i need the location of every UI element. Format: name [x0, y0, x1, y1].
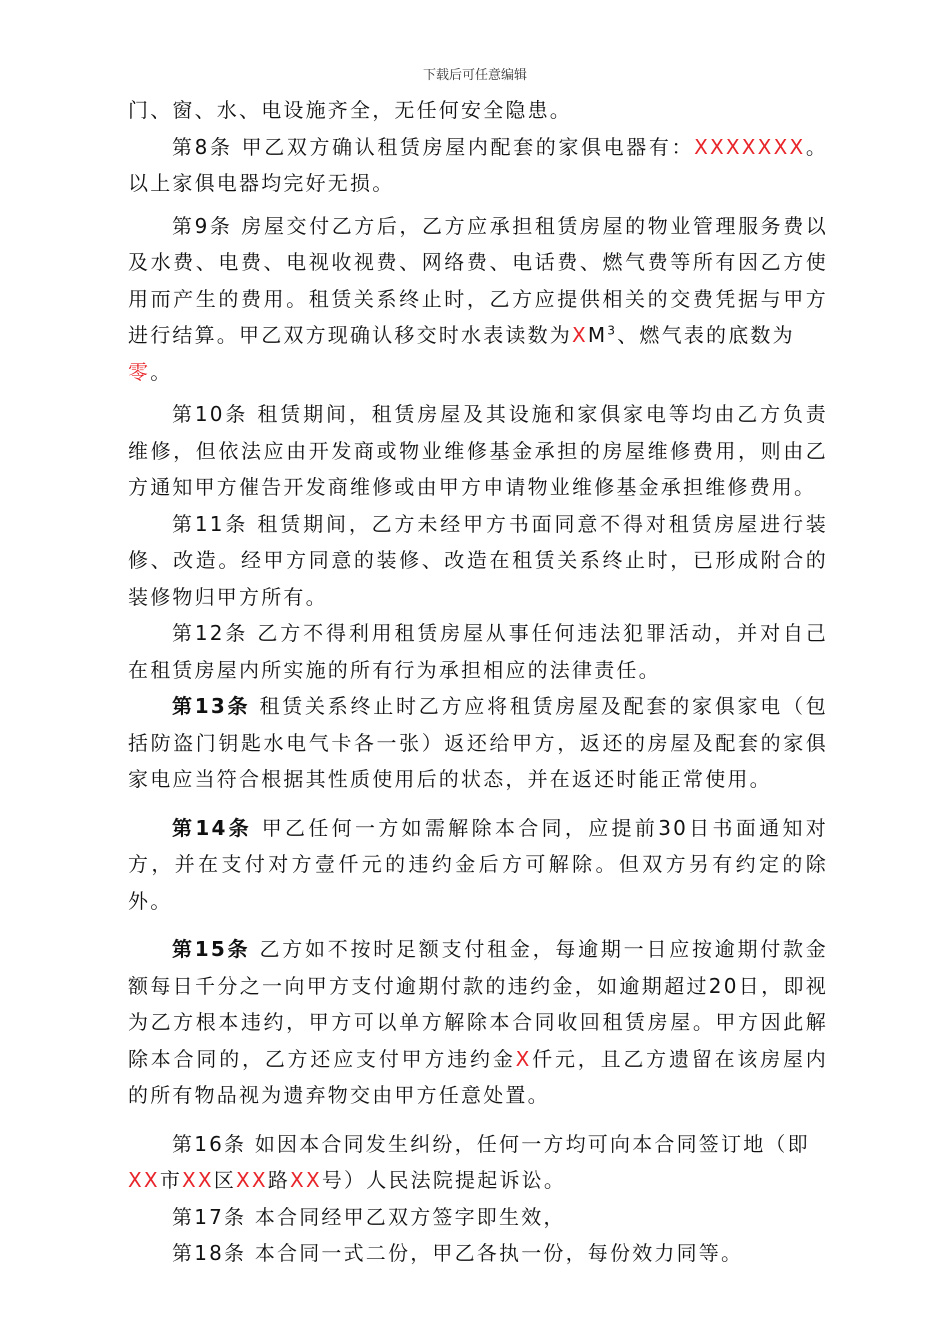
road-suffix: 路 — [267, 1168, 291, 1192]
page-header: 下载后可任意编辑 — [422, 68, 527, 83]
article-14 — [128, 810, 828, 920]
penalty-amount-placeholder: X — [515, 1046, 532, 1071]
article-11 — [128, 506, 828, 616]
article-9 — [128, 208, 828, 391]
water-unit-exponent: 3 — [607, 323, 618, 338]
article-18-label: 第18条 — [172, 1241, 247, 1265]
article-18-text: 本合同一式二份，甲乙各执一份，每份效力同等。 — [254, 1241, 744, 1265]
article-10-text: 租赁期间，租赁房屋及其设施和家俱家电等均由乙方负责维修，但依法应由开发商或物业维修基金承担的房屋维修费用，则由乙方通知甲方催告开发商维修或由甲方申请物业维修基金承担维修费用。 — [128, 402, 829, 499]
article-14-text: 甲乙任何一方如需解除本合同，应提前30日书面通知对方，并在支付对方壹仟元的违约金后方可解除。但双方另有约定的除外。 — [128, 815, 829, 913]
furniture-list-placeholder: XXXXXXX — [694, 134, 806, 159]
article-16-text: 如因本合同发生纠纷，任何一方均可向本合同签订地（即 — [254, 1131, 810, 1156]
article-13-label: 第13条 — [172, 694, 251, 718]
article-12-text: 乙方不得利用租赁房屋从事任何违法犯罪活动，并对自己在租赁房屋内所实施的所有行为承担相应的法律责任。 — [128, 621, 829, 682]
article-15-text: 乙方如不按时足额支付租金，每逾期一日应按逾期付款金额每日千分之一向甲方支付逾期付款的违约金，如逾期超过20日，即视为乙方根本违约，甲方可以单方解除本合同收回租赁房屋。甲方因此解除本合同的，乙方还应支付甲方违约金 — [128, 937, 828, 1071]
article-13-text: 租赁关系终止时乙方应将租赁房屋及配套的家俱家电（包括防盗门钥匙水电气卡各一张）返还给甲方，返还的房屋及配套的家俱家电应当符合根据其性质使用后的状态，并在返还时能正常使用。 — [128, 694, 828, 791]
article-9-text-2: 、燃气表的底数为 — [617, 323, 795, 347]
continued-paragraph — [128, 92, 828, 129]
article-17 — [128, 1199, 828, 1236]
article-9-label: 第9条 — [172, 213, 233, 238]
article-16-text-end: 号）人民法院提起诉讼。 — [321, 1168, 567, 1192]
article-12-label: 第12条 — [172, 621, 249, 645]
number-placeholder: XX — [290, 1168, 322, 1192]
water-reading-placeholder: X — [572, 323, 588, 347]
article-17-text: 本合同经甲乙双方签字即生效， — [254, 1204, 566, 1229]
article-16 — [128, 1126, 828, 1199]
city-placeholder: XX — [128, 1168, 160, 1192]
article-16-label: 第16条 — [172, 1131, 247, 1156]
article-15-label: 第15条 — [172, 937, 251, 961]
article-10-label: 第10条 — [172, 402, 249, 426]
article-17-label: 第17条 — [172, 1204, 247, 1229]
article-8 — [128, 129, 828, 202]
article-15 — [128, 931, 828, 1114]
district-suffix: 区 — [213, 1168, 237, 1192]
city-suffix: 市 — [159, 1168, 183, 1192]
district-placeholder: XX — [182, 1168, 214, 1192]
article-12 — [128, 615, 828, 688]
article-9-text: 房屋交付乙方后，乙方应承担租赁房屋的物业管理服务费以及水费、电费、电视收视费、网络费、电话费、燃气费等所有因乙方使用而产生的费用。租赁关系终止时，乙方应提供相关的交费凭据与甲方进行结算。甲乙双方现确认移交时水表读数为 — [128, 213, 828, 347]
article-13 — [128, 688, 828, 798]
contract-body — [128, 92, 828, 1272]
article-10 — [128, 396, 828, 506]
article-18 — [128, 1235, 828, 1272]
article-8-label: 第8条 — [172, 134, 233, 159]
article-9-text-end: 。 — [150, 359, 173, 384]
article-8-text-end: 。以上家俱电器均完好无损。 — [128, 134, 829, 195]
article-11-label: 第11条 — [172, 511, 249, 536]
article-8-text: 甲乙双方确认租赁房屋内配套的家俱电器有： — [241, 134, 695, 159]
continued-text: 门、窗、水、电设施齐全，无任何安全隐患。 — [128, 98, 572, 122]
article-15-text-end: 仟元，且乙方遗留在该房屋内的所有物品视为遗弃物交由甲方任意处置。 — [128, 1046, 828, 1107]
water-unit: M — [587, 323, 608, 347]
road-placeholder: XX — [236, 1168, 268, 1192]
gas-reading-value: 零 — [128, 359, 151, 384]
article-14-label: 第14条 — [172, 815, 253, 840]
article-11-text: 租赁期间，乙方未经甲方书面同意不得对租赁房屋进行装修、改造。经甲方同意的装修、改造在租赁关系终止时，已形成附合的装修物归甲方所有。 — [128, 511, 829, 609]
